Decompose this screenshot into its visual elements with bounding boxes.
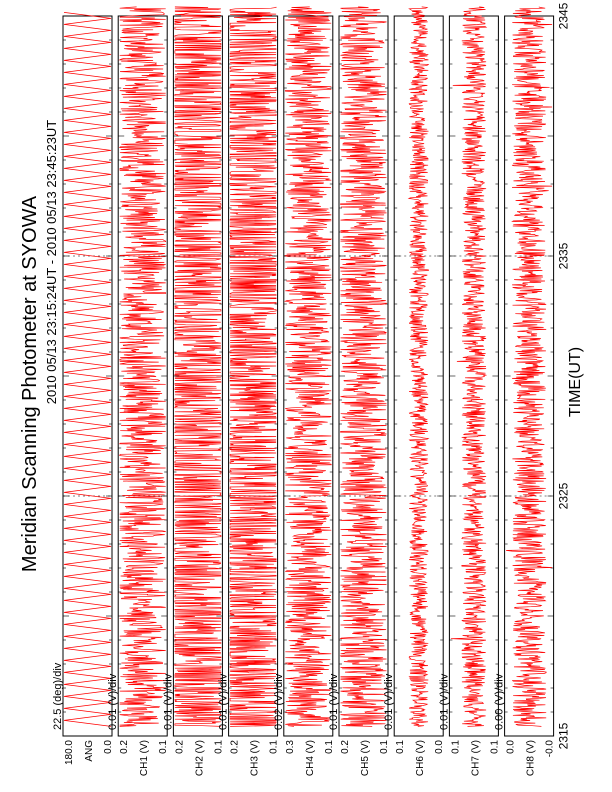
y-tick-label: 0.0 bbox=[505, 740, 517, 754]
scale-label: 0.01 (V)/div bbox=[107, 673, 120, 730]
x-axis-label: TIME(UT) bbox=[567, 346, 584, 418]
panel-ch6 bbox=[383, 7, 445, 776]
y-tick-label: 0.2 bbox=[229, 740, 241, 754]
y-axis-unit: CH8 (V) bbox=[525, 740, 537, 777]
series-line bbox=[341, 7, 387, 727]
y-axis-unit: CH7 (V) bbox=[470, 740, 482, 777]
series-line bbox=[451, 7, 486, 727]
scale-label: 22.5 (deg)/div bbox=[52, 662, 64, 730]
panel-ch4 bbox=[273, 7, 335, 776]
y-axis-unit: CH1 (V) bbox=[139, 740, 151, 777]
y-tick-label: 0.1 bbox=[158, 740, 170, 754]
scale-label: 0.02 (V)/div bbox=[272, 673, 285, 730]
series-line bbox=[120, 7, 166, 727]
rotated-plot-group bbox=[19, 2, 584, 776]
y-tick-label: 0.3 bbox=[284, 740, 296, 754]
series-line bbox=[506, 7, 552, 727]
panel-ch3 bbox=[218, 7, 280, 776]
y-tick-label: 0.1 bbox=[395, 740, 407, 754]
y-tick-label: 180.0 bbox=[64, 740, 75, 766]
time-range: 2010 05/13 23:15:24UT - 2010 05/13 23:45:23UT bbox=[44, 119, 59, 405]
panel-frame bbox=[63, 16, 112, 736]
panel-ch8 bbox=[494, 7, 556, 776]
panel-ch5 bbox=[328, 7, 390, 776]
y-tick-label: 0.2 bbox=[119, 740, 131, 754]
panel-ch1 bbox=[107, 7, 169, 776]
panels bbox=[52, 7, 556, 776]
y-tick-label: 0.1 bbox=[213, 740, 225, 754]
y-axis-unit: CH5 (V) bbox=[360, 740, 371, 777]
y-tick-label: 0.2 bbox=[174, 740, 186, 754]
scale-label: 0.01 (V)/div bbox=[328, 673, 340, 730]
series-line bbox=[230, 7, 276, 727]
x-tick-label: 2325 bbox=[556, 482, 571, 510]
y-tick-label: 0.1 bbox=[379, 740, 390, 754]
scale-label: 0.01 (V)/div bbox=[162, 673, 175, 730]
y-axis-unit: CH6 (V) bbox=[415, 740, 427, 777]
y-axis-unit: CH2 (V) bbox=[194, 740, 206, 777]
y-tick-label: 0.1 bbox=[268, 740, 280, 754]
y-tick-label: -0.0 bbox=[544, 740, 556, 758]
y-axis-unit: CH4 (V) bbox=[304, 740, 316, 777]
panel-ch7 bbox=[438, 7, 500, 776]
scale-label: 0.01 (V)/div bbox=[383, 673, 396, 730]
y-tick-label: 0.2 bbox=[340, 740, 351, 754]
panel-ang bbox=[52, 12, 114, 765]
chart-title: Meridian Scanning Photometer at SYOWA bbox=[19, 195, 41, 573]
x-tick-label: 2335 bbox=[556, 242, 571, 270]
y-tick-label: 0.0 bbox=[103, 740, 114, 754]
y-tick-label: 0.1 bbox=[323, 740, 335, 754]
y-axis-unit: ANG bbox=[84, 740, 95, 762]
x-tick-label: 2345 bbox=[556, 2, 571, 30]
series-line bbox=[285, 7, 331, 727]
panel-ch2 bbox=[162, 7, 224, 776]
y-axis-unit: CH3 (V) bbox=[249, 740, 261, 777]
series-line bbox=[175, 7, 221, 727]
scale-label: 0.01 (V)/div bbox=[217, 673, 230, 730]
scale-label: 0.00 (V)/div bbox=[493, 673, 506, 730]
x-tick-label: 2315 bbox=[556, 722, 571, 750]
y-tick-label: 0.1 bbox=[489, 740, 501, 754]
series-line bbox=[409, 7, 429, 727]
y-tick-label: 0.0 bbox=[434, 740, 446, 754]
series-line bbox=[64, 12, 111, 726]
scale-label: 0.01 (V)/div bbox=[438, 673, 451, 730]
y-tick-label: 0.1 bbox=[450, 740, 462, 754]
